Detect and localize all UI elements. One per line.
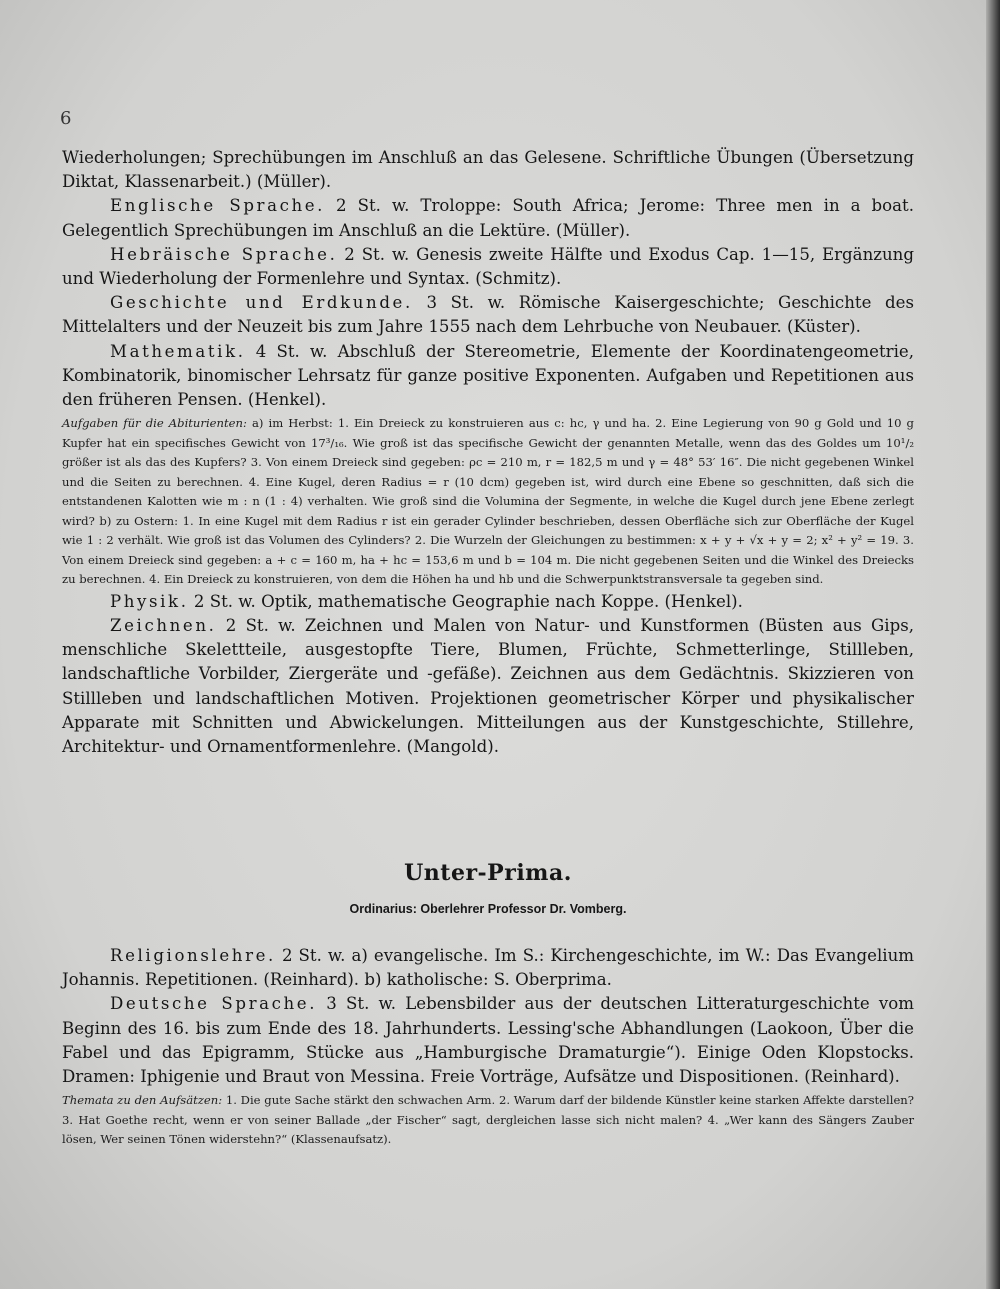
lower-block [62, 944, 914, 1150]
paragraph-deutsch [62, 992, 914, 1089]
paragraph-geschichte [62, 291, 914, 339]
section-heading: Unter-Prima. [404, 860, 572, 886]
aufgaben-label: Aufgaben für die Abiturienten: [62, 416, 247, 431]
aufgaben-text: a) im Herbst: 1. Ein Dreieck zu konstruieren aus c: hc, γ und ha. 2. Eine Legierung von 90 g Gold und 10 g Kupfer hat ein specifisches Gewicht von 17³/₁₆. Wie groß ist das specifische Gewicht der genannten Metalle, wenn das des Goldes um 10¹/₂ größer ist als das des Kupfers? 3. Von einem Dreieck sind gegeben: ρc = 210 m, r = 182,5 m und γ = 48° 53′ 16″. Die nicht gegebenen Winkel und die Seiten zu berechnen. 4. Eine Kugel, deren Radius = r (10 dcm) gegeben ist, wird durch eine Ebene so geschnitten, daß sich die entstandenen Kalotten wie m : n (1 : 4) verhalten. Wie groß sind die Volumina der Segmente, in welche die Kugel durch jene Ebene zerlegt wird? b) zu Ostern: 1. In eine Kugel mit dem Radius r ist ein gerader Cylinder beschrieben, dessen Oberfläche sich zur Oberfläche der Kugel wie 1 : 2 verhält. Wie groß ist das Volumen des Cylinders? 2. Die Wurzeln der Gleichungen zu bestimmen: x + y + √x + y = 2; x² + y² = 19. 3. Von einem Dreieck sind gegeben: a + c = 160 m, ha + hc = 153,6 m und b = 104 m. Die nicht gegebenen Seiten und die Winkel des Dreiecks zu berechnen. 4. Ein Dreieck zu konstruieren, von dem die Höhen ha und hb und die Schwerpunktstransversale ta gegeben sind. [62, 416, 914, 587]
paragraph-englisch [62, 194, 914, 242]
page-edge-shadow [986, 0, 1000, 1289]
subject-physik: Physik. [110, 591, 189, 611]
text-physik: 2 St. w. Optik, mathematische Geographie nach Koppe. (Henkel). [188, 591, 743, 611]
text-religion: 2 St. w. a) evangelische. Im S.: Kirchengeschichte, im W.: Das Evangelium Johannis. Repetitionen. (Reinhard). b) katholische: S. Oberprima. [62, 946, 914, 990]
paragraph-mathematik [62, 340, 914, 413]
section-header [62, 860, 914, 916]
themata-note [62, 1091, 914, 1150]
paragraph-zeichnen [62, 614, 914, 759]
text-englisch: 2 St. w. Troloppe: South Africa; Jerome: Three men in a boat. Gelegentlich Sprechübungen im Anschluß an die Lektüre. (Müller). [62, 196, 914, 240]
text-zeichnen: 2 St. w. Zeichnen und Malen von Natur- und Kunstformen (Büsten aus Gips, menschliche Skelettteile, ausgestopfte Tiere, Blumen, Früchte, Schmetterlinge, Stillleben, landschaftliche Vorbilder, Ziergeräte und -gefäße). Zeichnen aus dem Gedächtnis. Skizzieren von Stillleben und landschaftlichen Motiven. Projektionen geometrischer Körper und physikalischer Apparate mit Schnitten und Abwickelungen. Mitteilungen aus der Kunstgeschichte, Stillehre, Architektur- und Ornamentformenlehre. (Mangold). [62, 615, 914, 756]
text-hebraeisch: 2 St. w. Genesis zweite Hälfte und Exodus Cap. 1—15, Ergänzung und Wiederholung der Formenlehre und Syntax. (Schmitz). [62, 244, 914, 289]
themata-text: 1. Die gute Sache stärkt den schwachen Arm. 2. Warum darf der bildende Künstler keine starken Affekte darstellen? 3. Hat Goethe recht, wenn er von seiner Ballade „der Fischer“ sagt, dergleichen lasse sich nicht malen? 4. „Wer kann des Sängers Zauber lösen, Wer seinen Tönen widerstehn?“ (Klassenaufsatz). [62, 1093, 914, 1147]
themata-label: Themata zu den Aufsätzen: [62, 1093, 223, 1108]
subject-mathematik: Mathematik. [110, 341, 246, 361]
subject-zeichnen: Zeichnen. [110, 615, 217, 635]
continuation-paragraph: Wiederholungen; Sprechübungen im Anschluß an das Gelesene. Schriftliche Übungen (Übersetzung Diktat, Klassenarbeit.) (Müller). [62, 148, 914, 192]
page-number: 6 [60, 108, 72, 129]
subject-deutsch: Deutsche Sprache. [110, 994, 318, 1014]
text-mathematik: 4 St. w. Abschluß der Stereometrie, Elemente der Koordinatengeometrie, Kombinatorik, binomischer Lehrsatz für ganze positive Exponenten. Aufgaben und Repetitionen aus den früheren Pensen. (Henkel). [62, 341, 914, 410]
text-deutsch: 3 St. w. Lebensbilder aus der deutschen Litteraturgeschichte vom Beginn des 16. bis zum Ende des 18. Jahrhunderts. Lessing'sche Abhandlungen (Laokoon, Über die Fabel und das Epigramm, Stücke aus „Hamburgische Dramaturgie“). Einige Oden Klopstocks. Dramen: Iphigenie und Braut von Messina. Freie Vorträge, Aufsätze und Dispositionen. (Reinhard). [62, 994, 914, 1087]
section-subheading: Ordinarius: Oberlehrer Professor Dr. Vomberg. [349, 902, 627, 916]
text-geschichte: 3 St. w. Römische Kaisergeschichte; Geschichte des Mittelalters und der Neuzeit bis zum Jahre 1555 nach dem Lehrbuche von Neubauer. (Küster). [62, 293, 915, 337]
paragraph-physik [62, 590, 914, 614]
subject-geschichte: Geschichte und Erdkunde. [110, 293, 413, 313]
upper-block [62, 146, 914, 759]
paragraph-hebraeisch [62, 243, 914, 291]
subject-englisch: Englische Sprache. [110, 196, 326, 216]
paragraph-religion [62, 944, 914, 992]
subject-hebraeisch: Hebräische Sprache. [110, 244, 338, 264]
aufgaben-note [62, 414, 914, 590]
subject-religion: Religionslehre. [110, 946, 276, 965]
